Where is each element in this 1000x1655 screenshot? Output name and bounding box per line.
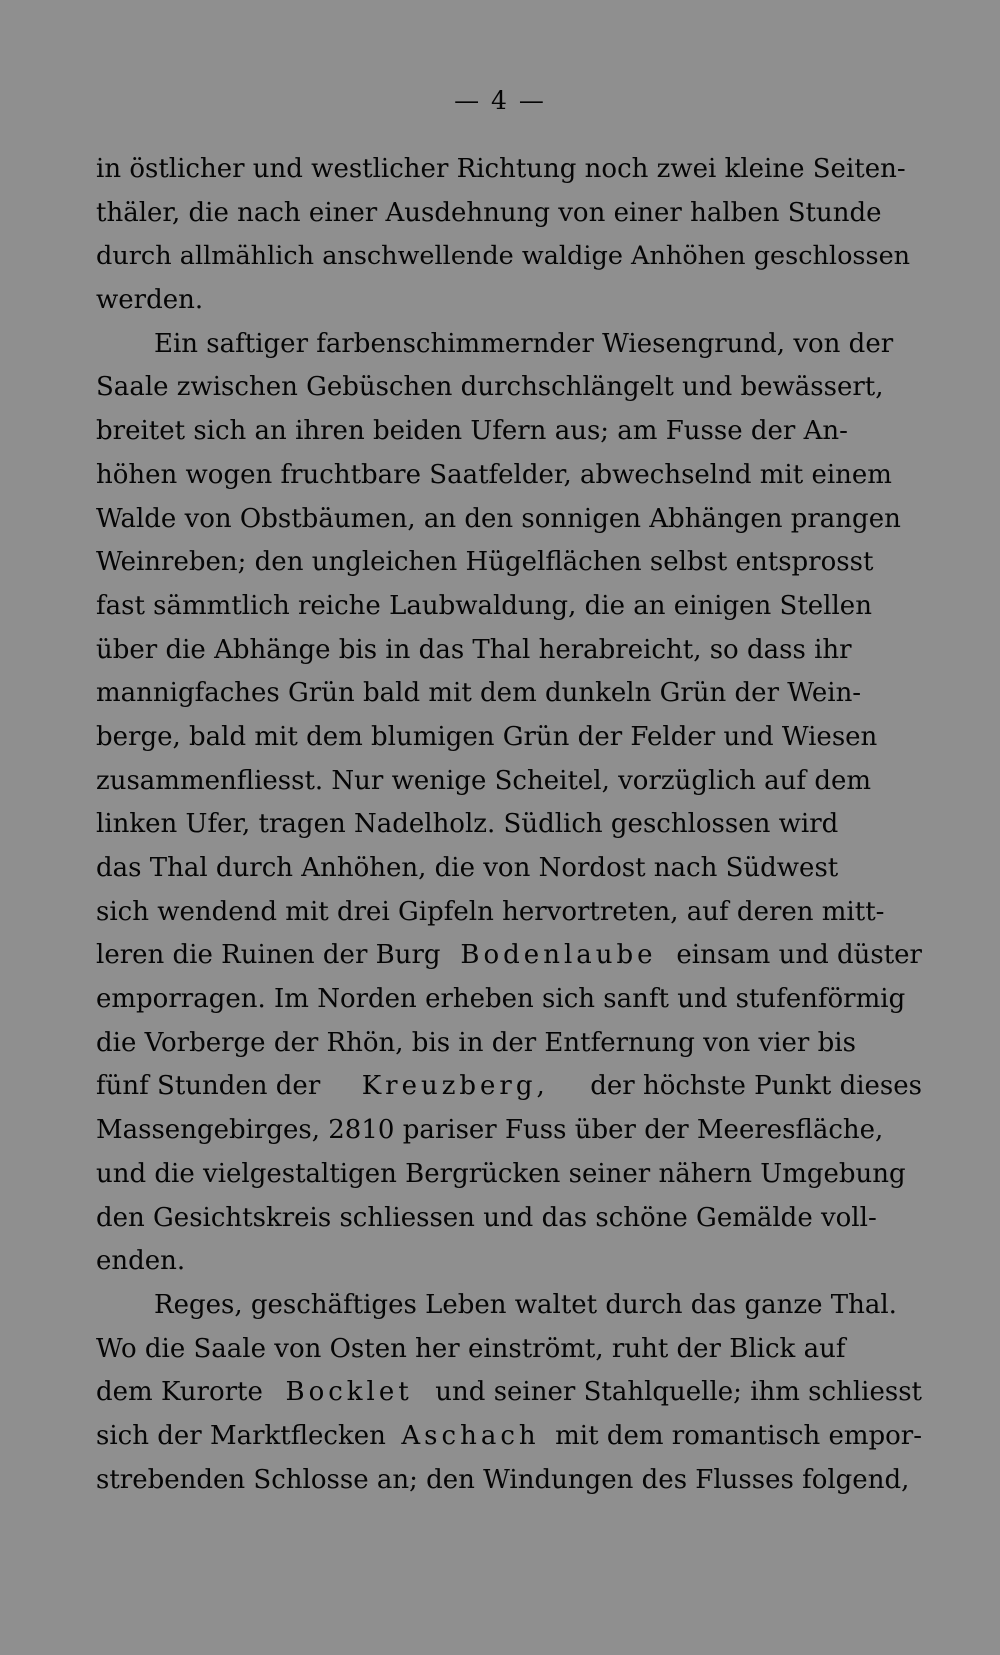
text-line <box>96 934 922 978</box>
text-line <box>96 803 922 847</box>
text-line <box>96 585 922 629</box>
text-line <box>96 1197 922 1241</box>
text-line <box>96 410 922 454</box>
line-text: in östlicher und westlicher Richtung noch zwei kleine Seiten- <box>96 154 906 184</box>
text-line <box>96 978 922 1022</box>
text-line <box>96 148 922 192</box>
line-text: fünf Stunden der <box>96 1071 321 1102</box>
text-line <box>96 1371 922 1415</box>
text-line <box>96 1109 922 1153</box>
line-text: mannigfaches Grün bald mit dem dunkeln Grün der Wein- <box>96 678 862 709</box>
line-text: der höchste Punkt dieses <box>590 1071 922 1102</box>
text-line <box>96 279 922 323</box>
spaced-place-name: Bodenlaube <box>460 940 657 971</box>
line-text: strebenden Schlosse an; den Windungen des Flusses folgend, <box>96 1464 910 1495</box>
line-text: durch allmählich anschwellende waldige Anhöhen geschlossen <box>96 241 911 272</box>
text-line <box>96 454 922 498</box>
text-line <box>96 1328 922 1372</box>
text-line <box>96 323 922 367</box>
line-text: Wo die Saale von Osten her einströmt, ruht der Blick auf <box>96 1333 846 1364</box>
line-text: Weinreben; den ungleichen Hügelflächen selbst entsprosst <box>96 547 874 578</box>
line-text: werden. <box>96 285 204 316</box>
line-text: leren die Ruinen der Burg <box>96 940 441 971</box>
line-text: enden. <box>96 1246 186 1277</box>
line-text: Saale zwischen Gebüschen durchschlängelt und bewässert, <box>96 372 884 403</box>
line-text: die Vorberge der Rhön, bis in der Entfernung von vier bis <box>96 1027 856 1058</box>
line-text: den Gesichtskreis schliessen und das schöne Gemälde voll- <box>96 1202 877 1233</box>
spaced-place-name: Kreuzberg, <box>361 1071 549 1102</box>
text-line <box>96 891 922 935</box>
line-text: und die vielgestaltigen Bergrücken seiner nähern Umgebung <box>96 1158 906 1189</box>
line-text: sich der Marktflecken <box>96 1420 386 1451</box>
line-text: und seiner Stahlquelle; ihm schliesst <box>435 1377 922 1408</box>
spaced-place-name: Bocklet <box>285 1377 413 1408</box>
line-text: fast sämmtlich reiche Laubwaldung, die an einigen Stellen <box>96 590 872 621</box>
text-line <box>96 847 922 891</box>
text-line <box>96 235 922 279</box>
line-text: berge, bald mit dem blumigen Grün der Felder und Wiesen <box>96 721 878 752</box>
text-line <box>96 1415 922 1459</box>
text-line <box>96 716 922 760</box>
line-text: über die Abhänge bis in das Thal herabreicht, so dass ihr <box>96 634 852 665</box>
page-number: — 4 — <box>454 86 546 115</box>
line-text: sich wendend mit drei Gipfeln hervortreten, auf deren mitt- <box>96 896 885 927</box>
text-line <box>96 1240 922 1284</box>
line-text: Massengebirges, 2810 pariser Fuss über der Meeresfläche, <box>96 1115 884 1146</box>
text-line <box>96 760 922 804</box>
line-text: linken Ufer, tragen Nadelholz. Südlich geschlossen wird <box>96 809 839 840</box>
text-line <box>96 1153 922 1197</box>
text-line <box>96 1459 922 1503</box>
line-text: höhen wogen fruchtbare Saatfelder, abwechselnd mit einem <box>96 459 892 490</box>
text-line <box>96 1284 922 1328</box>
text-line <box>96 498 922 542</box>
line-text: dem Kurorte <box>96 1377 263 1408</box>
line-text: einsam und düster <box>676 940 922 971</box>
line-text: Reges, geschäftiges Leben waltet durch das ganze Thal. <box>154 1289 897 1320</box>
line-text: zusammenfliesst. Nur wenige Scheitel, vorzüglich auf dem <box>96 765 871 796</box>
text-line <box>96 1022 922 1066</box>
text-line <box>96 1065 922 1109</box>
line-text: emporragen. Im Norden erheben sich sanft und stufenförmig <box>96 984 906 1015</box>
spaced-place-name: Aschach <box>401 1420 540 1451</box>
text-line <box>96 192 922 236</box>
line-text: thäler, die nach einer Ausdehnung von einer halben Stunde <box>96 197 882 228</box>
body-text <box>96 148 922 1502</box>
line-text: Ein saftiger farbenschimmernder Wiesengrund, von der <box>154 328 894 359</box>
line-text: das Thal durch Anhöhen, die von Nordost nach Südwest <box>96 853 839 883</box>
line-text: mit dem romantisch empor- <box>555 1420 922 1451</box>
text-line <box>96 366 922 410</box>
text-line <box>96 629 922 673</box>
text-line <box>96 672 922 716</box>
line-text: Walde von Obstbäumen, an den sonnigen Abhängen prangen <box>96 503 901 534</box>
text-line <box>96 541 922 585</box>
line-text: breitet sich an ihren beiden Ufern aus; am Fusse der An- <box>96 416 848 447</box>
